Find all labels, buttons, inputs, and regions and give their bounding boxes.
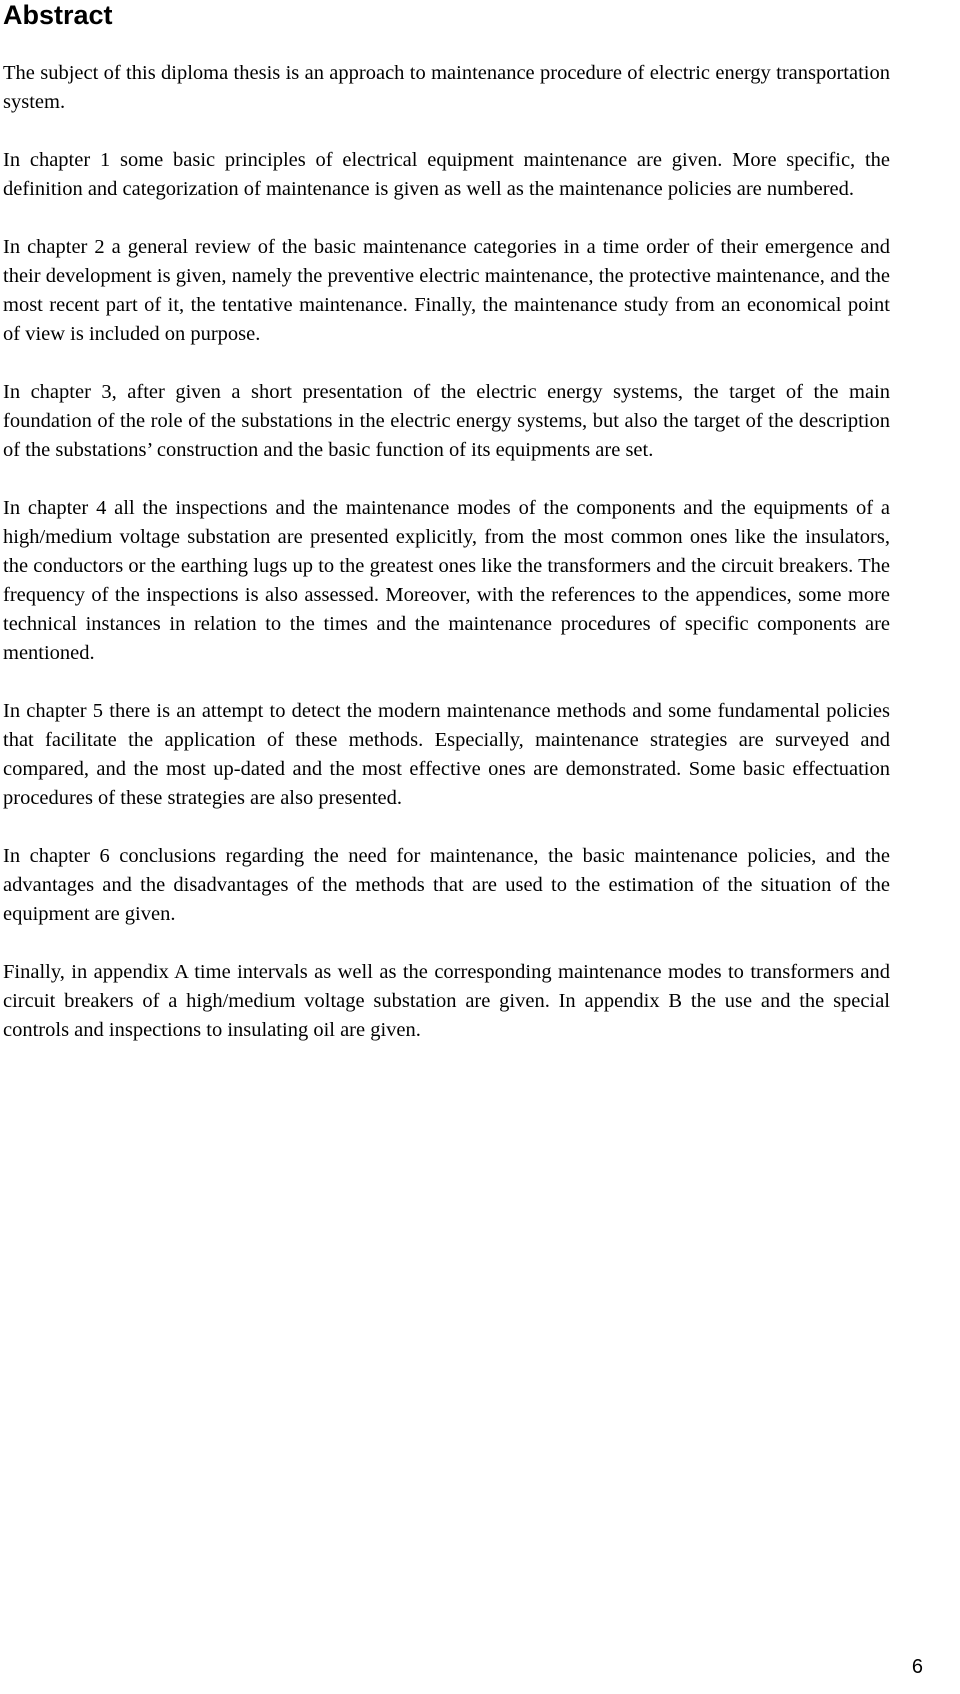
- paragraph-chapter-4: In chapter 4 all the inspections and the maintenance modes of the components and the equipments of a high/medium voltage substation are presented explicitly, from the most common ones like the insulators, the conductors or the earthing lugs up to the greatest ones like the transformers and the circuit breakers. The frequency of the inspections is also assessed. Moreover, with the references to the appendices, some more technical instances in relation to the times and the maintenance procedures of specific components are mentioned.: [3, 497, 890, 664]
- paragraph-chapter-6: In chapter 6 conclusions regarding the need for maintenance, the basic maintenance policies, and the advantages and the disadvantages of the methods that are used to the estimation of the situation of the equipment are given.: [3, 845, 890, 925]
- abstract-body: [3, 59, 890, 1045]
- paragraph-chapter-1: In chapter 1 some basic principles of electrical equipment maintenance are given. More specific, the definition and categorization of maintenance is given as well as the maintenance policies are numbered.: [3, 149, 890, 200]
- paragraph-chapter-3: In chapter 3, after given a short presentation of the electric energy systems, the target of the main foundation of the role of the substations in the electric energy systems, but also the target of the description of the substations’ construction and the basic function of its equipments are set.: [3, 381, 890, 461]
- paragraph-appendices: Finally, in appendix A time intervals as well as the corresponding maintenance modes to transformers and circuit breakers of a high/medium voltage substation are given. In appendix B the use and the special controls and inspections to insulating oil are given.: [3, 961, 890, 1041]
- page-number: 6: [911, 1656, 923, 1678]
- paragraph-chapter-2: In chapter 2 a general review of the basic maintenance categories in a time order of their emergence and their development is given, namely the preventive electric maintenance, the protective maintenance, and the most recent part of it, the tentative maintenance. Finally, the maintenance study from an economical point of view is included on purpose.: [3, 236, 890, 345]
- paragraph-chapter-5: In chapter 5 there is an attempt to detect the modern maintenance methods and some fundamental policies that facilitate the application of these methods. Especially, maintenance strategies are surveyed and compared, and the most up-dated and the most effective ones are demonstrated. Some basic effectuation procedures of these strategies are also presented.: [3, 700, 890, 809]
- section-heading: Abstract: [3, 0, 113, 30]
- paragraph-intro: The subject of this diploma thesis is an approach to maintenance procedure of electric energy transportation system.: [3, 62, 890, 113]
